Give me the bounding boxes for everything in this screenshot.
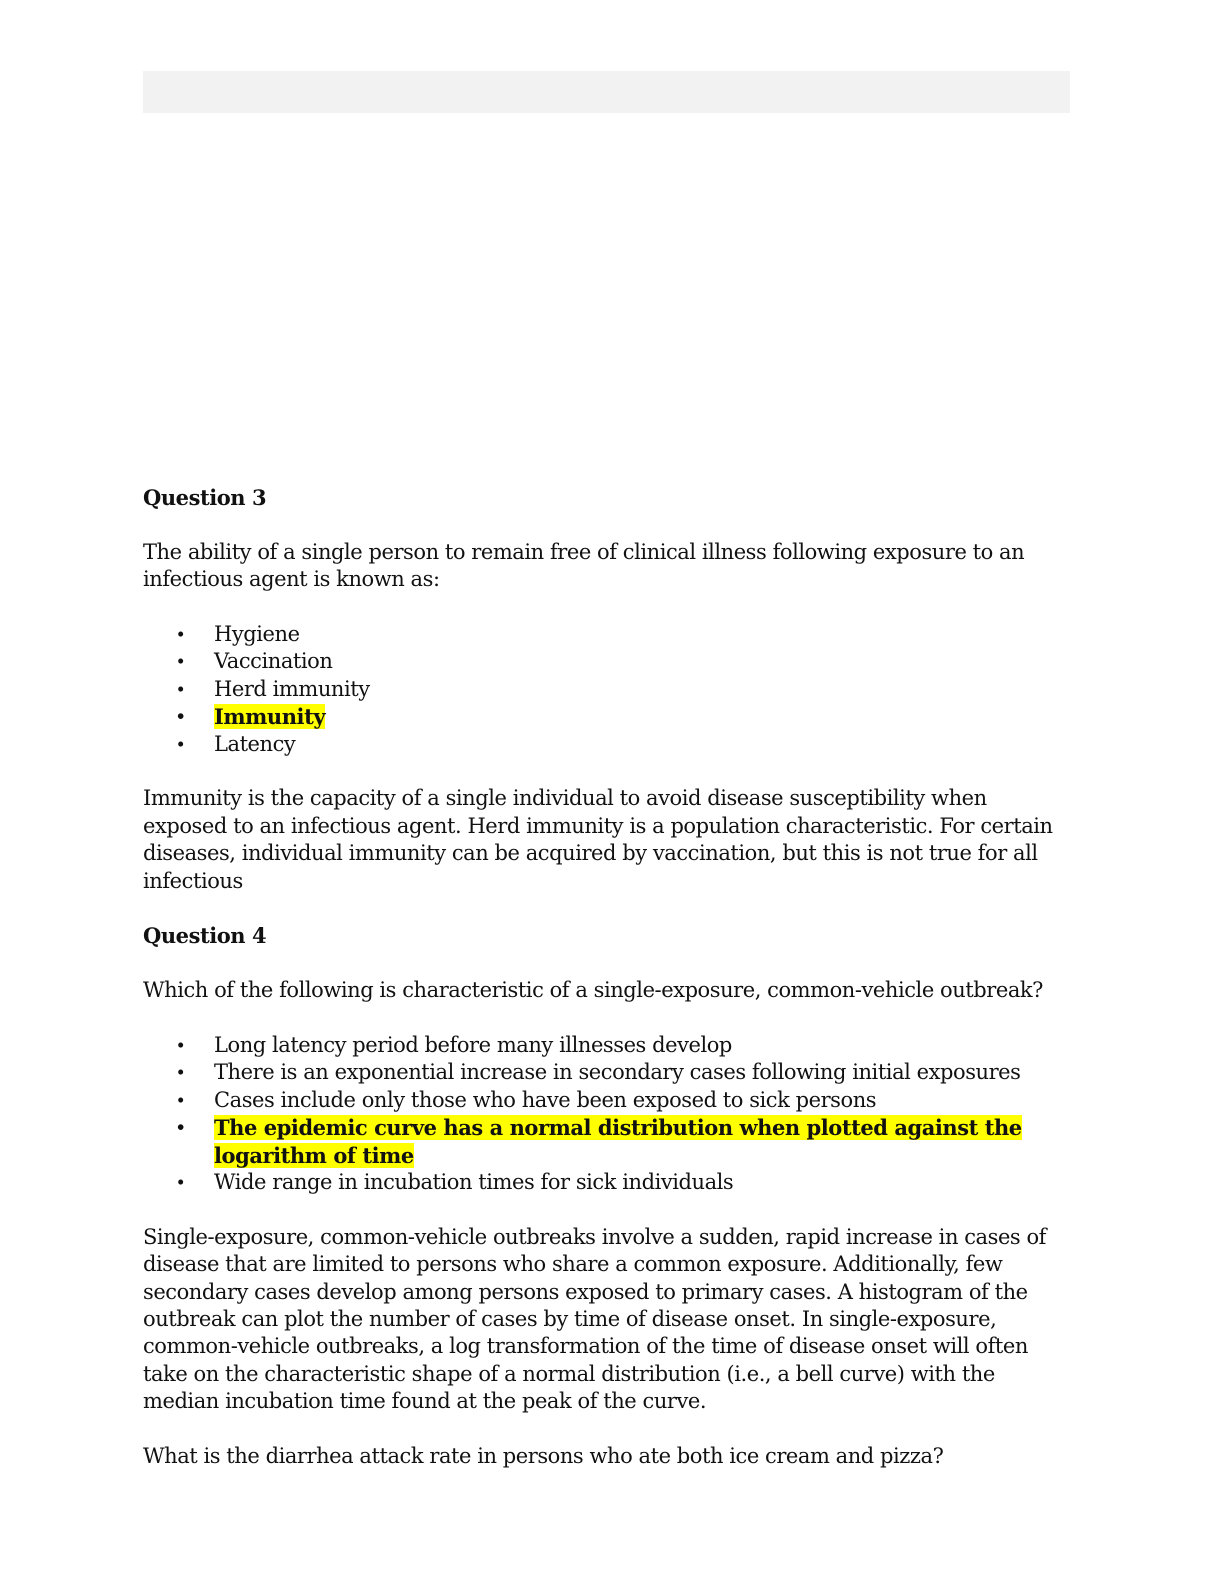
option-text: Vaccination <box>214 649 333 674</box>
question-3 <box>143 484 1073 895</box>
option-text: Hygiene <box>214 622 300 646</box>
trailing-question: What is the diarrhea attack rate in persons who ate both ice cream and pizza? <box>143 1444 944 1469</box>
explanation-text: Immunity is the capacity of a single individual to avoid disease susceptibility when exposed to an infectious agent. Herd immunity is a population characteristic. For certain diseases, individual immunity can be acquired by vaccination, but this is not true for all infectious <box>143 786 1053 893</box>
explanation-text: Single-exposure, common-vehicle outbreaks involve a sudden, rapid increase in cases of disease that are limited to persons who share a common exposure. Additionally, few secondary cases develop among persons exposed to primary cases. A histogram of the outbreak can plot the number of cases by time of disease onset. In single-exposure, common-vehicle outbreaks, a log transformation of the time of disease onset will often take on the characteristic shape of a normal distribution (i.e., a bell curve) with the median incubation time found at the peak of the curve. <box>143 1224 1046 1414</box>
question-heading: Question 3 <box>143 485 267 510</box>
document-body <box>143 484 1073 1498</box>
highlighted-answer: The epidemic curve has a normal distribution when plotted against the logarithm of time <box>214 1115 1022 1168</box>
question-prompt: The ability of a single person to remain free of clinical illness following exposure to an infectious agent is known as: <box>143 539 1025 592</box>
correct-option-item <box>143 1114 1073 1169</box>
question-heading: Question 4 <box>143 923 267 949</box>
option-item <box>143 1087 1073 1114</box>
option-text: Latency <box>214 731 296 756</box>
option-text: Herd immunity <box>214 676 370 701</box>
highlighted-answer: Immunity <box>214 704 326 730</box>
question-prompt: Which of the following is characteristic of a single-exposure, common-vehicle outbreak? <box>143 978 1043 1003</box>
option-list <box>143 1032 1073 1196</box>
option-item <box>143 1032 1073 1059</box>
correct-option-item <box>143 703 1073 730</box>
question-4 <box>143 922 1073 1415</box>
option-text: Wide range in incubation times for sick individuals <box>214 1170 734 1195</box>
option-text: Long latency period before many illnesses develop <box>214 1033 732 1058</box>
option-item <box>143 648 1073 675</box>
option-item <box>143 1169 1073 1196</box>
option-item <box>143 621 1073 648</box>
option-text: There is an exponential increase in secondary cases following initial exposures <box>214 1060 1021 1085</box>
option-list <box>143 621 1073 758</box>
header-bar <box>143 71 1070 113</box>
option-item <box>143 731 1073 758</box>
option-text: Cases include only those who have been exposed to sick persons <box>214 1087 877 1112</box>
option-item <box>143 1059 1073 1086</box>
option-item <box>143 676 1073 703</box>
